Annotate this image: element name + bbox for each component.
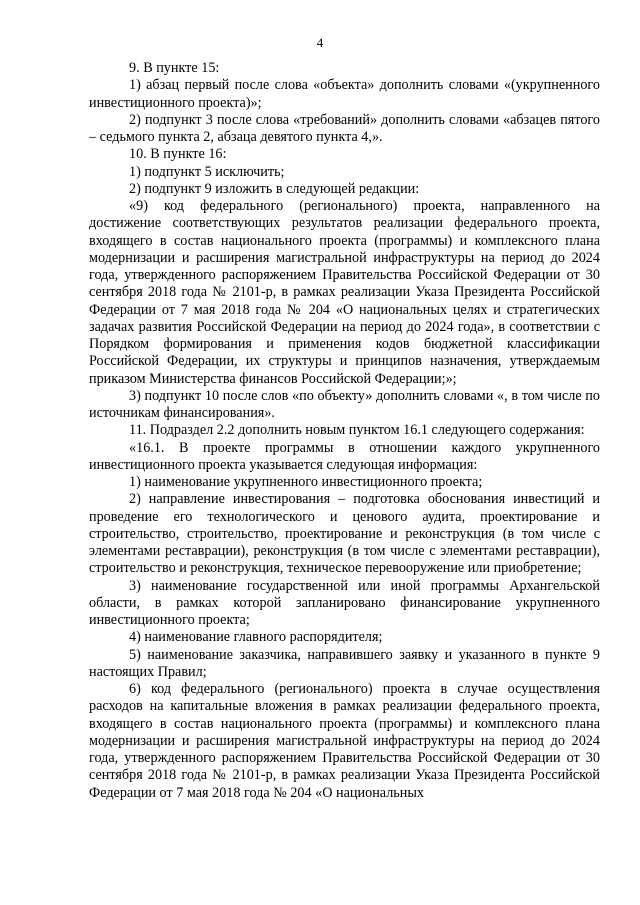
document-body [89,60,600,802]
paragraph: 3) наименование государственной или иной программы Архангельской области, в рамках которой запланировано финансирование укрупненного инвестиционного проекта; [89,577,600,628]
paragraph: 1) наименование укрупненного инвестиционного проекта; [129,474,483,490]
paragraph: 1) абзац первый после слова «объекта» дополнить словами «(укрупненного инвестиционного проекта)»; [89,77,600,111]
paragraph: 5) наименование заказчика, направившего заявку и указанного в пункте 9 настоящих Правил; [89,646,600,680]
paragraph: 11. Подраздел 2.2 дополнить новым пунктом 16.1 следующего содержания: [129,422,585,439]
paragraph: 2) подпункт 9 изложить в следующей редакции: [129,180,420,197]
paragraph: 4) наименование главного распорядителя; [129,629,383,646]
paragraph: 6) код федерального (регионального) проекта в случае осуществления расходов на капитальные вложения в рамках реализации федерального проекта, входящего в состав национального проекта (программы) и комплексного плана модернизации и расширения магистральной инфраструктуры на период до 2024 года, утвержденного распоряжением Правительства Российской Федерации от 30 сентября 2018 года № 2101-р, в рамках реализации Указа Президента Российской Федерации от 7 мая 2018 года № 204 «О национальных [89,681,600,801]
paragraph: 2) подпункт 3 после слова «требований» дополнить словами «абзацев пятого – седьмого пункта 2, абзаца девятого пункта 4,». [89,111,600,145]
paragraph: «9) код федерального (регионального) проекта, направленного на достижение соответствующих результатов реализации федерального проекта, входящего в состав национального проекта (программы) и комплексного плана модернизации и расширения магистральной инфраструктуры на период до 2024 года, утвержденного распоряжением Правительства Российской Федерации от 30 сентября 2018 года № 2101-р, в рамках реализации Указа Президента Российской Федерации от 7 мая 2018 года № 204 «О национальных целях и стратегических задачах развития Российской Федерации на период до 2024 года», в соответствии с Порядком формирования и применения кодов бюджетной классификации Российской Федерации, их структуры и принципов назначения, утверждаемым приказом Министерства финансов Российской Федерации;»; [89,198,600,387]
paragraph: 9. В пункте 15: [129,60,220,76]
page-number: 4 [316,35,324,50]
paragraph: 1) подпункт 5 исключить; [129,163,285,180]
paragraph: 2) направление инвестирования – подготовка обоснования инвестиций и проведение его технологического и ценового аудита, проектирование и строительство, строительство, проектирование и реконструкция (в том числе с элементами реставрации), реконструкция (в том числе с элементами реставрации), строительство и реконструкция, техническое перевооружение или приобретение; [89,491,600,577]
paragraph: 10. В пункте 16: [129,146,227,163]
paragraph: «16.1. В проекте программы в отношении каждого укрупненного инвестиционного проекта указывается следующая информация: [89,439,600,473]
paragraph: 3) подпункт 10 после слов «по объекту» дополнить словами «, в том числе по источникам финансирования». [89,387,600,421]
